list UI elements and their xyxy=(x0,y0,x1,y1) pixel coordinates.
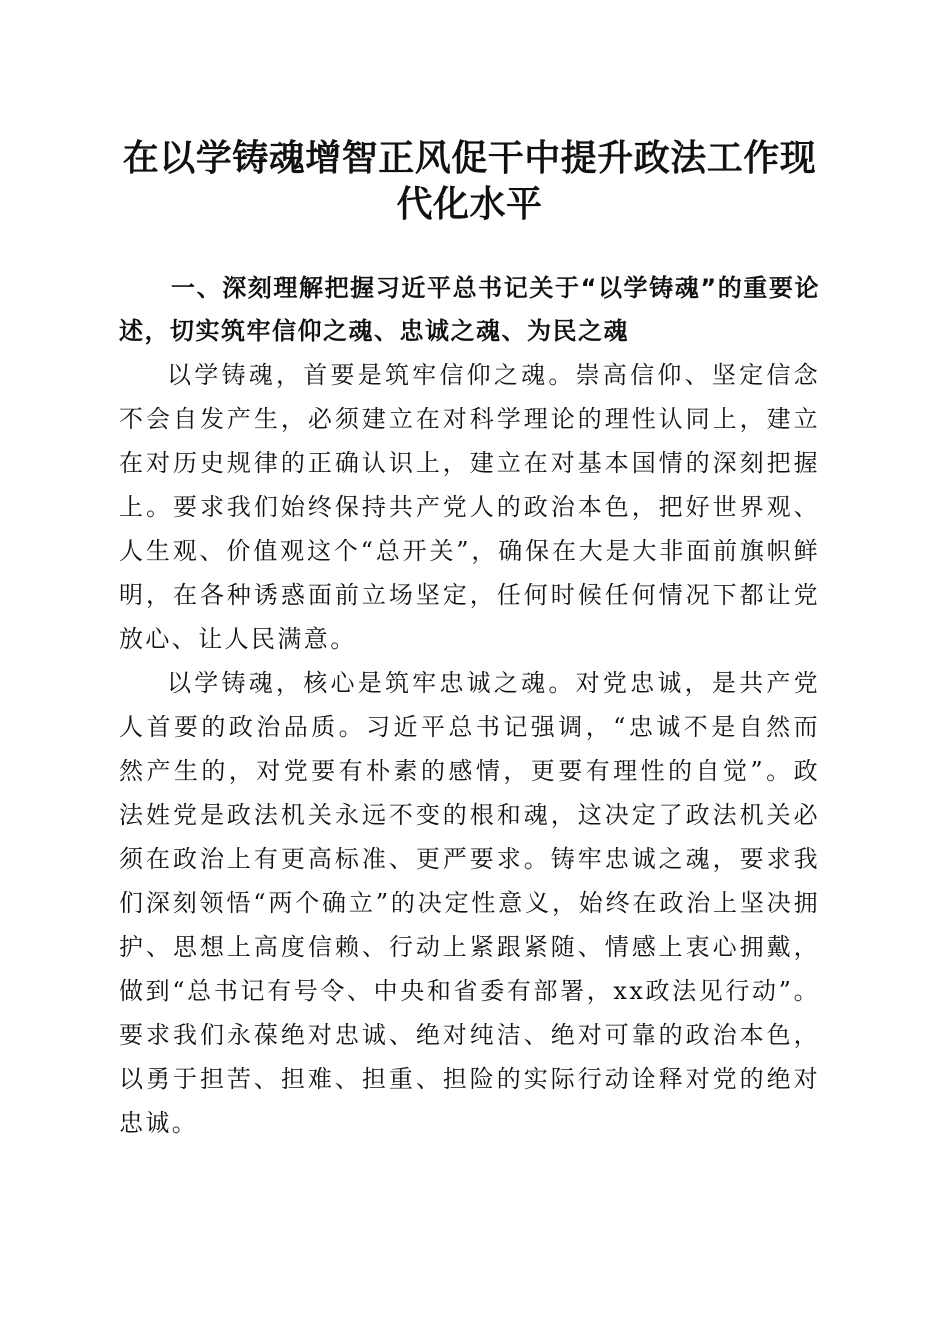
document-title: 在以学铸魂增智正风促干中提升政法工作现代化水平 xyxy=(122,137,817,225)
section-heading: 一、深刻理解把握习近平总书记关于“以学铸魂”的重要论述，切实筑牢信仰之魂、忠诚之魂、为民之魂 xyxy=(119,274,820,345)
body-paragraph-2: 以学铸魂，核心是筑牢忠诚之魂。对党忠诚，是共产党人首要的政治品质。习近平总书记强调，“忠诚不是自然而然产生的，对党要有朴素的感情，更要有理性的自觉”。政法姓党是政法机关永远不变的根和魂，这决定了政法机关必须在政治上有更高标准、更严要求。铸牢忠诚之魂，要求我们深刻领悟“两个确立”的决定性意义，始终在政治上坚决拥护、思想上高度信赖、行动上紧跟紧随、情感上衷心拥戴，做到“总书记有号令、中央和省委有部署，xx政法见行动”。要求我们永葆绝对忠诚、绝对纯洁、绝对可靠的政治本色，以勇于担苦、担难、担重、担险的实际行动诠释对党的绝对忠诚。 xyxy=(119,669,820,1137)
body-paragraph-1: 以学铸魂，首要是筑牢信仰之魂。崇高信仰、坚定信念不会自发产生，必须建立在对科学理论的理性认同上，建立在对历史规律的正确认识上，建立在对基本国情的深刻把握上。要求我们始终保持共产党人的政治本色，把好世界观、人生观、价值观这个“总开关”，确保在大是大非面前旗帜鲜明，在各种诱惑面前立场坚定，任何时候任何情况下都让党放心、让人民满意。 xyxy=(119,361,820,653)
